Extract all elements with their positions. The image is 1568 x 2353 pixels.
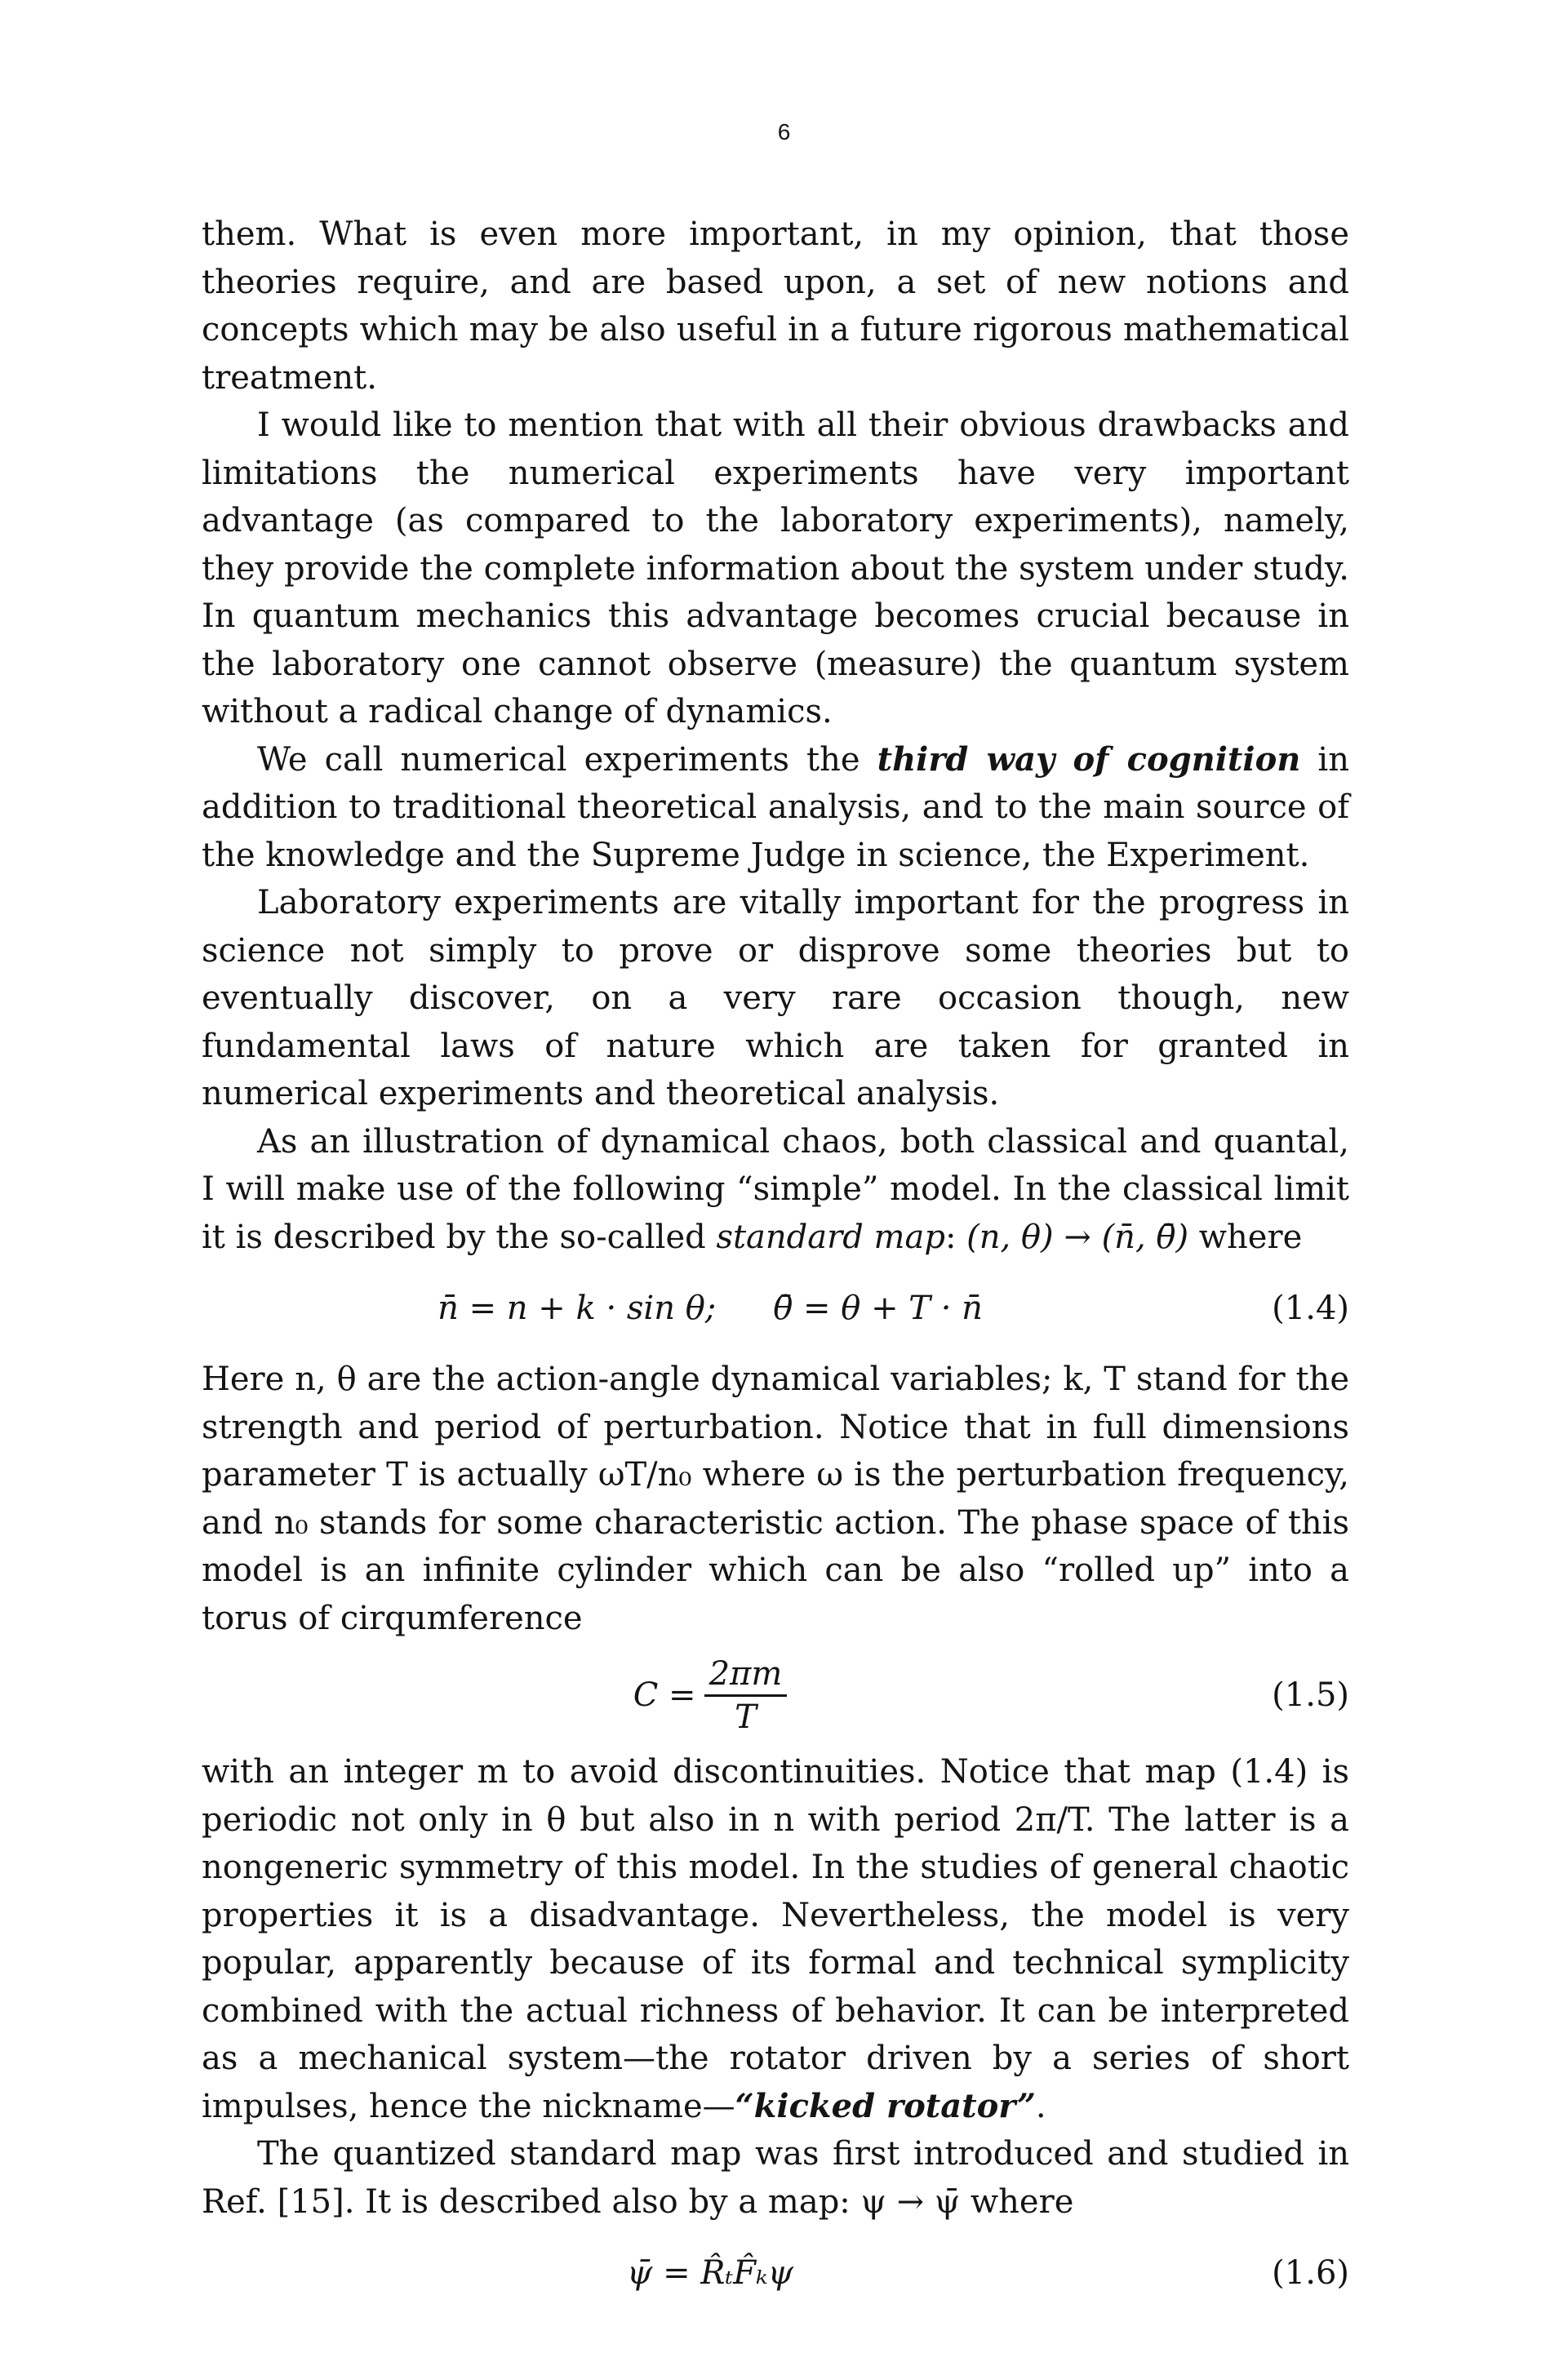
paragraph-2: I would like to mention that with all their obvious drawbacks and limitations the numerical experiments have very important advantage (as compared to the laboratory experiments), namely, they provide the complete information about the system under study. In quantum mechanics this advantage becomes crucial because in the laboratory one cannot observe (measure) the quantum system without a radical change of dynamics. xyxy=(202,406,1349,730)
emphasis-standard-map: standard map xyxy=(716,1218,945,1256)
equation-1-5-fraction xyxy=(704,1654,788,1738)
paragraph-5-colon: : xyxy=(944,1218,967,1256)
equation-1-6 xyxy=(202,2231,1349,2315)
equation-1-4-part-2: θ̄ = θ + T · n̄ xyxy=(773,1289,983,1327)
equation-1-5-denominator: T xyxy=(735,1698,757,1736)
equation-1-4 xyxy=(202,1266,1349,1351)
paragraph-5 xyxy=(202,1118,1349,1262)
paragraph-1: them. What is even more important, in my opinion, that those theories require, and are based upon, a set of new notions and concepts which may be also useful in a future rigorous mathematical treatment. xyxy=(202,215,1349,397)
paragraph-8: The quantized standard map was first introduced and studied in Ref. [15]. It is described also by a map: ψ → ψ̄ where xyxy=(202,2135,1349,2221)
paragraph-6: Here n, θ are the action-angle dynamical variables; k, T stand for the strength and period of perturbation. Notice that in full dimensions parameter T is actually ωT/n₀ where ω is the perturbation frequency, and n₀ stands for some characteristic action. The phase space of this model is an infinite cylinder which can be also “rolled up” into a torus of cirqumference xyxy=(202,1361,1349,1637)
body-text xyxy=(202,211,1349,2320)
equation-number-1-6: (1.6) xyxy=(1272,2253,1349,2292)
equation-1-4-part-1: n̄ = n + k · sin θ; xyxy=(438,1289,717,1327)
equation-1-5 xyxy=(202,1647,1349,1743)
page-number: 6 xyxy=(777,119,791,144)
paragraph-4: Laboratory experiments are vitally important for the progress in science not simply to prove or disprove some theories but to eventually discover, on a very rare occasion though, new fundamental laws of nature which are taken for granted in numerical experiments and theoretical analysis. xyxy=(202,884,1349,1112)
paragraph-5-text-b: where xyxy=(1188,1218,1303,1256)
paragraph-7-text-b: . xyxy=(1035,2087,1046,2125)
inline-math-map: (n, θ) → (n̄, θ̄) xyxy=(966,1218,1189,1256)
emphasis-third-way: third way of cognition xyxy=(877,739,1301,779)
equation-number-1-4: (1.4) xyxy=(1272,1289,1349,1327)
equation-1-5-lhs: C = xyxy=(633,1676,696,1714)
paragraph-7-text-a: with an integer m to avoid discontinuities. Notice that map (1.4) is periodic not only in θ but also in n with period 2π/T. The latter is a nongeneric symmetry of this model. In the studies of general chaotic properties it is a disadvantage. Nevertheless, the model is very popular, apparently because of its formal and technical symplicity combined with the actual richness of behavior. It can be interpreted as a mechanical system—the rotator driven by a series of short impulses, hence the nickname— xyxy=(202,1753,1349,2125)
paragraph-3 xyxy=(202,736,1349,880)
paragraph-3-text-a: We call numerical experiments the xyxy=(257,740,877,779)
equation-1-5-numerator: 2πm xyxy=(704,1654,788,1697)
equation-1-6-expression: ψ̄ = R̂ₜF̂ₖψ xyxy=(626,2253,793,2292)
emphasis-kicked-rotator: “kicked rotator” xyxy=(735,2086,1036,2125)
paragraph-5-text-a: As an illustration of dynamical chaos, both classical and quantal, I will make use of the following “simple” model. In the classical limit it is described by the so-called xyxy=(202,1122,1349,1256)
paragraph-7 xyxy=(202,1748,1349,2130)
paragraph-3-text-b: in addition to traditional theoretical analysis, and to the main source of the knowledge and the Supreme Judge in science, the Experiment. xyxy=(202,740,1349,874)
equation-number-1-5: (1.5) xyxy=(1272,1676,1349,1714)
